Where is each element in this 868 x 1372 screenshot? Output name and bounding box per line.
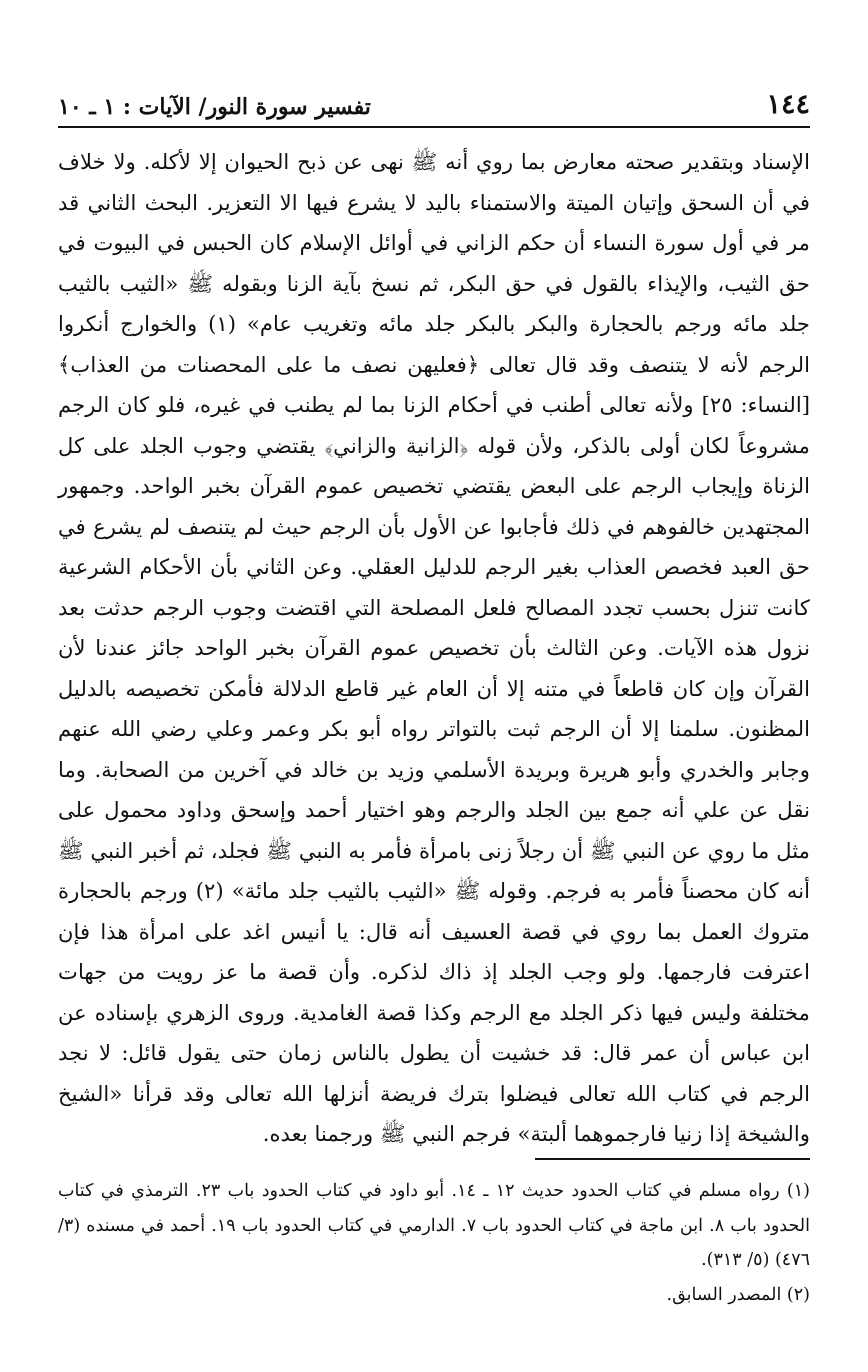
page-number: ١٤٤ [766, 89, 810, 120]
main-paragraph: الإسناد وبتقدير صحته معارض بما روي أنه ﷺ نهى عن ذبح الحيوان إلا لأكله. ولا خلاف في أن السحق وإتيان الميتة والاستمناء باليد لا يشرع فيها الا التعزير. البحث الثاني قد مر في أول سورة النساء أن حكم الزاني في أوائل الإسلام كان الحبس في البيوت في حق الثيب، والإيذاء بالقول في حق البكر، ثم نسخ بآية الزنا وبقوله ﷺ «الثيب بالثيب جلد مائه ورجم بالحجارة والبكر بالبكر جلد مائه وتغريب عام» (١) والخوارج أنكروا الرجم لأنه لا يتنصف وقد قال تعالى ﴿فعليهن نصف ما على المحصنات من العذاب﴾ [النساء: ٢٥] ولأنه تعالى أطنب في أحكام الزنا بما لم يطنب في غيره، فلو كان الرجم مشروعاً لكان أولى بالذكر، ولأن قوله ﴿الزانية والزاني﴾ يقتضي وجوب الجلد على كل الزناة وإيجاب الرجم على البعض يقتضي تخصيص عموم القرآن بخبر الواحد. وجمهور المجتهدين خالفوهم في ذلك فأجابوا عن الأول بأن الرجم حيث لم يتنصف لم يشرع في حق العبد فخصص العذاب بغير الرجم للدليل العقلي. وعن الثاني بأن الأحكام الشرعية كانت تنزل بحسب تجدد المصالح فلعل المصلحة التي اقتضت وجوب الرجم حدثت بعد نزول هذه الآيات. وعن الثالث بأن تخصيص عموم القرآن بخبر الواحد جائز عندنا لأن القرآن وإن كان قاطعاً في متنه إلا أن العام غير قاطع الدلالة فأمكن تخصيصه بالدليل المظنون. سلمنا إلا أن الرجم ثبت بالتواتر رواه أبو بكر وعمر وعلي رضي الله عنهم وجابر والخدري وأبو هريرة وبريدة الأسلمي وزيد بن خالد في آخرين من الصحابة. وما نقل عن علي أنه جمع بين الجلد والرجم وهو اختيار أحمد وإسحق وداود محمول على مثل ما روي عن النبي ﷺ أن رجلاً زنى بامرأة فأمر به النبي ﷺ فجلد، ثم أخبر النبي ﷺ أنه كان محصناً فأمر به فرجم. وقوله ﷺ «الثيب بالثيب جلد مائة» (٢) ورجم بالحجارة متروك العمل بما روي في قصة العسيف أنه قال: يا أنيس اغد على امرأة هذا فإن اعترفت فارجمها. ولو وجب الجلد إذ ذاك لذكره. وأن قصة ما عز رويت من جهات مختلفة وليس فيها ذكر الجلد مع الرجم وكذا قصة الغامدية. وروى الزهري بإسناده عن ابن عباس أن عمر قال: قد خشيت أن يطول بالناس زمان حتى يقول قائل: لا نجد الرجم في كتاب الله تعالى فيضلوا بترك فريضة أنزلها الله تعالى وقد قرأنا «الشيخ والشيخة إذا زنيا فارجموهما ألبتة» فرجم النبي ﷺ ورجمنا بعده. [58, 149, 810, 1146]
footnote-separator [535, 1158, 810, 1160]
main-text [58, 142, 810, 1155]
footnote-1: (١) رواه مسلم في كتاب الحدود حديث ١٢ ـ ١٤. أبو داود في كتاب الحدود باب ٢٣. الترمذي في كتاب الحدود باب ٨. ابن ماجة في كتاب الحدود باب ٧. الدارمي في كتاب الحدود باب ١٩. أحمد في مسنده (٣/ ٤٧٦) (٥/ ٣١٣). [58, 1181, 810, 1270]
footnotes [58, 1174, 810, 1312]
running-title: تفسير سورة النور/ الآيات : ١ ـ ١٠ [58, 94, 371, 120]
footnote-2: (٢) المصدر السابق. [666, 1284, 810, 1305]
page-header [58, 88, 810, 128]
